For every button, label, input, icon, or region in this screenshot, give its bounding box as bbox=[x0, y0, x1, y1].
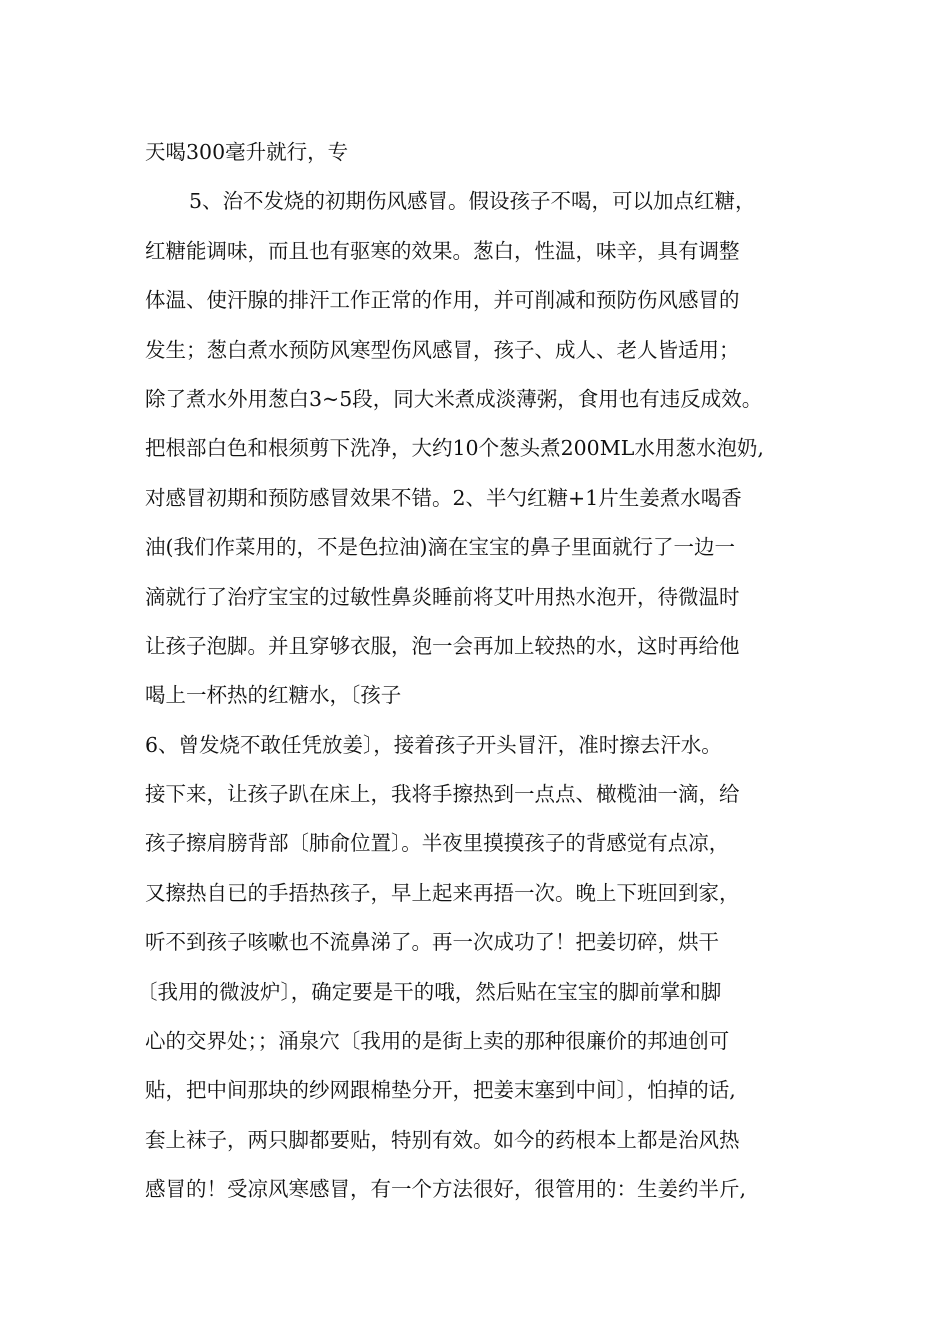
text-line: 又擦热自已的手捂热孩子，早上起来再捂一次。晚上下班回到家， bbox=[145, 880, 740, 905]
text-line: 除了煮水外用葱白3~5段，同大米煮成淡薄粥，食用也有违反成效。 bbox=[145, 386, 763, 411]
text-line: 心的交界处；；涌泉穴〔我用的是街上卖的那种很廉价的邦迪创可 bbox=[145, 1029, 730, 1054]
text-line: 天喝300毫升就行，专 bbox=[145, 140, 349, 164]
text-line: 听不到孩子咳嗽也不流鼻涕了。再一次成功了！把姜切碎，烘干 bbox=[145, 930, 719, 955]
text-line: 体温、使汗腺的排汗工作正常的作用，并可削减和预防伤风感冒的 bbox=[145, 288, 740, 313]
text-line: 接下来，让孩子趴在床上，我将手擦热到一点点、橄榄油一滴，给 bbox=[145, 782, 740, 807]
text-line: 〔我用的微波炉〕，确定要是干的哦，然后贴在宝宝的脚前掌和脚 bbox=[137, 979, 722, 1004]
text-line: 贴，把中间那块的纱网跟棉垫分开，把姜末塞到中间〕，怕掉的话, bbox=[145, 1078, 736, 1103]
text-line: 套上袜子，两只脚都要贴，特别有效。如今的药根本上都是治风热 bbox=[145, 1127, 740, 1152]
text-line: 孩子擦肩膀背部〔肺俞位置〕。半夜里摸摸孩子的背感觉有点凉， bbox=[145, 831, 730, 856]
text-line: 感冒的！受凉风寒感冒，有一个方法很好，很管用的：生姜约半斤, bbox=[145, 1177, 747, 1202]
body-text bbox=[137, 128, 835, 1215]
text-line: 把根部白色和根须剪下洗净，大约10个葱头煮200ML水用葱水泡奶, bbox=[145, 436, 764, 461]
text-line: 发生；葱白煮水预防风寒型伤风感冒，孩子、成人、老人皆适用； bbox=[145, 337, 740, 362]
text-line: 油(我们作菜用的，不是色拉油)滴在宝宝的鼻子里面就行了一边一 bbox=[145, 535, 735, 560]
text-line: 红糖能调味，而且也有驱寒的效果。葱白，性温，味辛，具有调整 bbox=[145, 238, 740, 263]
text-line: 让孩子泡脚。并且穿够衣服，泡一会再加上较热的水，这时再给他 bbox=[145, 633, 740, 658]
text-line: 对感冒初期和预防感冒效果不错。2、半勺红糖+1片生姜煮水喝香 bbox=[145, 485, 742, 510]
text-line: 喝上一杯热的红糖水，〔孩子 bbox=[145, 683, 402, 708]
text-line: 5、治不发烧的初期伤风感冒。假设孩子不喝，可以加点红糖， bbox=[189, 189, 756, 214]
text-line: 滴就行了治疗宝宝的过敏性鼻炎睡前将艾叶用热水泡开，待微温时 bbox=[145, 584, 740, 609]
text-line: 6、曾发烧不敢任凭放姜〕，接着孩子开头冒汗，准时擦去汗水。 bbox=[145, 732, 722, 757]
